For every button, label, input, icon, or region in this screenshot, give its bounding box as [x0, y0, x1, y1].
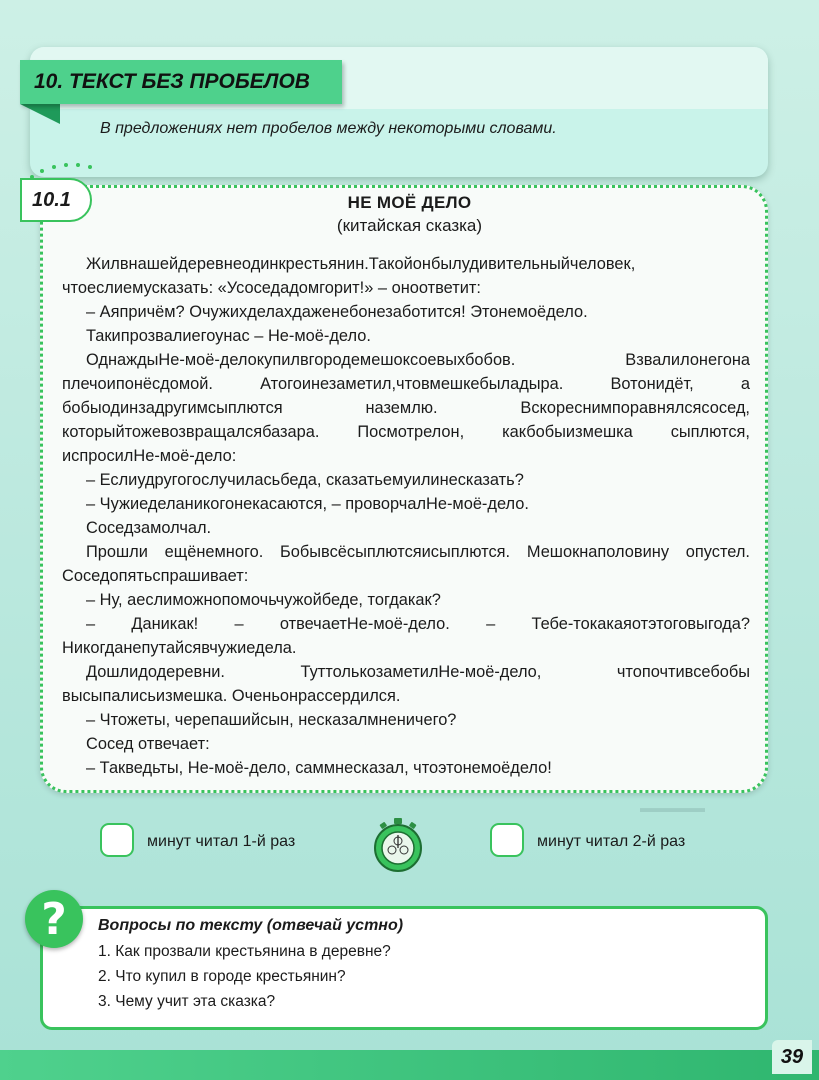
question-mark-icon: ? [25, 890, 83, 948]
stopwatch-icon [372, 817, 424, 873]
first-reading-minutes-box[interactable] [100, 823, 134, 857]
question-item: 2. Что купил в городе крестьянин? [98, 968, 346, 985]
section-title: 10. ТЕКСТ БЕЗ ПРОБЕЛОВ [20, 60, 342, 104]
first-reading-label: минут читал 1-й раз [147, 833, 296, 850]
question-item: 1. Как прозвали крестьянина в деревне? [98, 943, 391, 960]
story-paragraph: Дошлидодеревни. ТуттолькозаметилНе-моё-дело, чтопочтивсебобы высыпалисьизмешка. Оченьонрассердился. [62, 663, 750, 705]
story-paragraph: – Даникак! – отвечаетНе-моё-дело. – Тебе-токакаяотэтоговыгода? Никогданепутайсявчужиедела. [62, 615, 750, 657]
story-paragraph: Жилвнашейдеревнеодинкрестьянин.Такойонбылудивительныйчеловек, чтоеслиемусказать: «Усоседадомгорит!» – оноответит: [62, 255, 636, 297]
section-instruction: В предложениях нет пробелов между некоторыми словами. [100, 120, 557, 137]
story-paragraph: Такипрозвалиегоунас – Не-моё-дело. [86, 327, 371, 345]
story-paragraph: Прошли ещёнемного. Бобывсёсыплютсяисыплются. Мешокнаполовину опустел. Соседопятьспрашивает: [62, 543, 750, 585]
story-title: НЕ МОЁ ДЕЛО [347, 193, 472, 212]
bottom-color-band [0, 1050, 819, 1080]
story-paragraph: Соседзамолчал. [86, 519, 212, 537]
banner-fold-shadow [20, 104, 60, 124]
question-item: 3. Чему учит эта сказка? [98, 993, 276, 1010]
second-reading-label: минут читал 2-й раз [537, 833, 686, 850]
story-paragraph: – Чтожеты, черепашийсын, несказалмненичего? [86, 711, 457, 729]
story-paragraph: – Аяпричём? Очужихделахдаженебонезаботится! Этонемоёдело. [86, 303, 588, 321]
bleed-through-texture: ▬▬▬▬▬ [640, 800, 705, 815]
story-text [62, 252, 750, 780]
story-paragraph: – Ну, аеслиможнопомочьчужойбеде, тогдакак? [86, 591, 441, 609]
story-paragraph: – Еслиудругогослучиласьбеда, сказатьемуилинесказать? [86, 471, 524, 489]
questions-heading: Вопросы по тексту (отвечай устно) [98, 917, 404, 934]
story-paragraph: – Такведьты, Не-моё-дело, саммнесказал, чтоэтонемоёдело! [86, 759, 552, 777]
second-reading-minutes-box[interactable] [490, 823, 524, 857]
story-paragraph: – Чужиеделаникогонекасаются, – проворчалНе-моё-дело. [86, 495, 529, 513]
story-paragraph: Сосед отвечает: [86, 735, 210, 753]
story-paragraph: ОднаждыНе-моё-делокупилвгородемешоксоевыхбобов. Взвалилонегона плечоипонёсдомой. Атогоинезаметил,чтовмешкебыладыра. Вотонидёт, а бобыодинзадругимсыплются наземлю. Вскореснимпоравнялсясосед, которыйтожевозвращалсябазара. Посмотрелон, какбобыизмешка сыплются, испросилНе-моё-дело: [62, 351, 750, 465]
page-number: 39 [772, 1040, 812, 1074]
story-subtitle: (китайская сказка) [336, 216, 483, 235]
exercise-number: 10.1 [32, 188, 71, 211]
